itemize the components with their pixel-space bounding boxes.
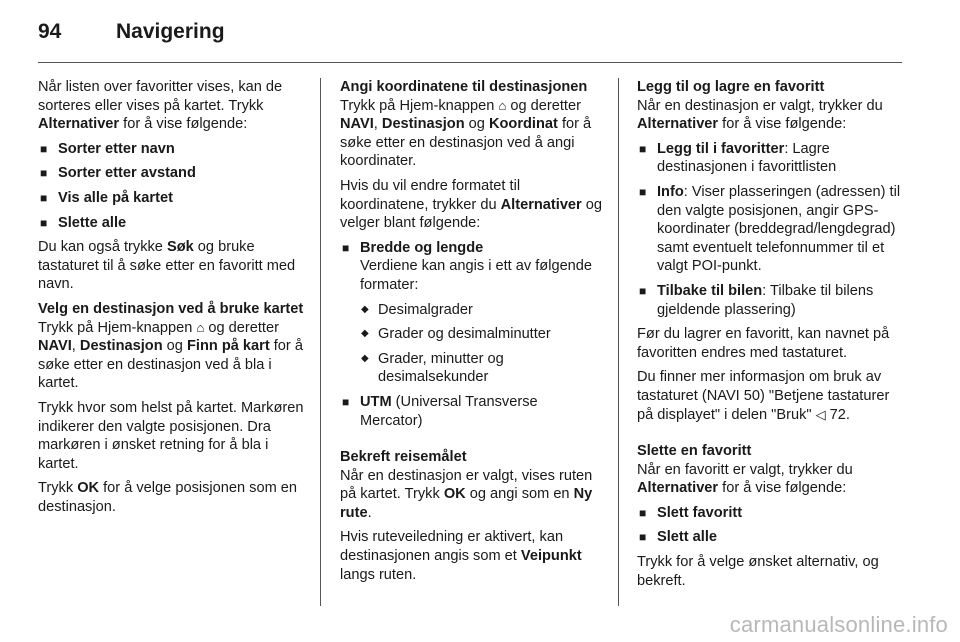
list-item: ■ Legg til i favoritter: Lagre destinasjonen i favorittlisten: [637, 140, 905, 177]
column-2: [340, 78, 604, 590]
favorite-paragraph: Når en destinasjon er valgt, trykker du Alternativer for å vise følgende:: [637, 97, 883, 133]
list-item: ■ Vis alle på kartet: [38, 189, 306, 208]
rename-paragraph: Før du lagrer en favoritt, kan navnet på favoritten endres med tastaturet.: [637, 326, 890, 361]
column-1: [38, 78, 306, 522]
column-divider-1: [320, 78, 321, 606]
section-heading: Velg en destinasjon ved å bruke kartet: [38, 300, 304, 317]
list-item: ■ Info: Viser plasseringen (adressen) til den valgte posisjonen, angir GPS-koordinater (breddegrad/lengdegrad) samt eventuelt telefonnummer til et valgt POI-punkt.: [637, 183, 905, 276]
section-heading: Angi koordinatene til destinasjonen: [340, 79, 588, 95]
page-number: 94: [38, 20, 62, 43]
section-heading: Slette en favoritt: [637, 443, 752, 460]
search-paragraph: Du kan også trykke Søk og bruke tastaturet til å søke etter en favoritt med navn.: [38, 239, 296, 293]
watermark: carmanualsonline.info: [729, 612, 948, 637]
list-item: ■ Slette alle: [38, 214, 306, 233]
sub-list-item: ◆ Desimalgrader: [340, 301, 604, 320]
list-item: ■ Slett alle: [637, 528, 905, 547]
list-item: ■ Sorter etter navn: [38, 140, 306, 159]
page-reference-icon: ◁: [815, 406, 826, 422]
map-paragraph: Trykk på Hjem-knappen ⌂ og deretter NAVI, Destinasjon og Finn på kart for å søke etter en destinasjon ved å bla i kartet.: [38, 319, 303, 392]
section-heading: Bekreft reisemålet: [340, 449, 467, 466]
list-item: ■ Slett favoritt: [637, 504, 905, 523]
section-heading: Legg til og lagre en favoritt: [637, 79, 825, 95]
column-divider-2: [618, 78, 619, 606]
home-icon: ⌂: [196, 319, 205, 335]
keyboard-paragraph: Du finner mer informasjon om bruk av tastaturet (NAVI 50) "Betjene tastaturer på displayet" i delen "Bruk" ◁ 72.: [637, 369, 890, 423]
delete-paragraph: Når en favoritt er valgt, trykker du Alternativer for å vise følgende:: [637, 461, 853, 497]
confirm-choice-paragraph: Trykk for å velge ønsket alternativ, og bekreft.: [637, 554, 879, 589]
list-item: ■ Tilbake til bilen: Tilbake til bilens gjeldende plassering): [637, 282, 905, 319]
sub-list-item: ◆ Grader, minutter og desimalsekunder: [340, 350, 604, 387]
page-title: Navigering: [116, 20, 225, 43]
cursor-paragraph: Trykk hvor som helst på kartet. Markøren indikerer den valgte posisjonen. Dra markøren i ønsket retning for å bla i kartet.: [38, 399, 304, 472]
sub-list-item: ◆ Grader og desimalminutter: [340, 325, 604, 344]
list-item: ■ Sorter etter avstand: [38, 164, 306, 183]
coord-paragraph: Trykk på Hjem-knappen ⌂ og deretter NAVI, Destinasjon og Koordinat for å søke etter en destinasjon ved å angi koordinater.: [340, 97, 592, 170]
list-item: ■ UTM (Universal Transverse Mercator): [340, 393, 604, 430]
header-divider: [38, 62, 902, 63]
confirm-paragraph: Når en destinasjon er valgt, vises ruten på kartet. Trykk OK og angi som en Ny rute.: [340, 467, 593, 521]
page-header: [38, 20, 225, 50]
intro-paragraph: Når listen over favoritter vises, kan de sorteres eller vises på kartet. Trykk Alternativer for å vise følgende:: [38, 79, 283, 133]
list-item: ■ Bredde og lengde Verdiene kan angis i ett av følgende formater:: [340, 239, 604, 295]
column-3: [637, 78, 905, 596]
waypoint-paragraph: Hvis ruteveiledning er aktivert, kan destinasjonen angis som et Veipunkt langs ruten.: [340, 529, 582, 583]
home-icon: ⌂: [498, 97, 507, 113]
format-paragraph: Hvis du vil endre formatet til koordinatene, trykker du Alternativer og velger blant følgende:: [340, 177, 603, 232]
ok-paragraph: Trykk OK for å velge posisjonen som en destinasjon.: [38, 480, 298, 515]
